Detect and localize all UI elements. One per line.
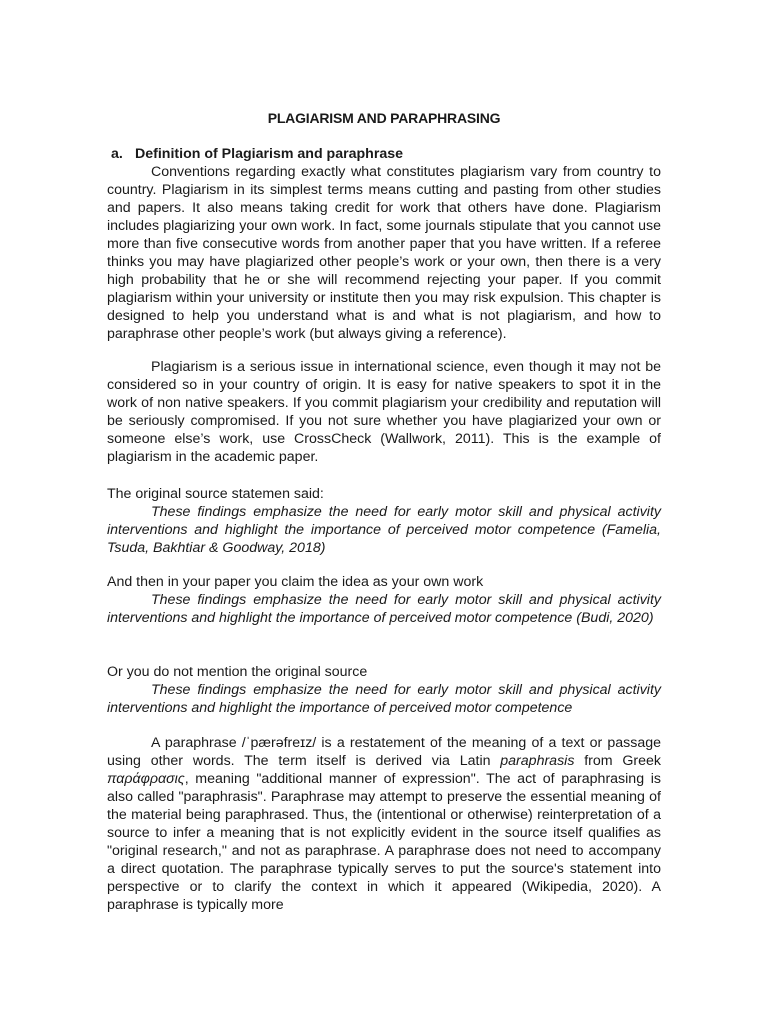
paragraph-text [107,734,661,914]
paragraph-text: Conventions regarding exactly what constitutes plagiarism vary from country to country. Plagiarism in its simplest terms means cutting and pasting from other studies and papers. It also means taking credit for work that others have done. Plagiarism includes plagiarizing your own work. In fact, some journals stipulate that you cannot use more than five consecutive words from another paper that you have written. If a referee thinks you may have plagiarized other people’s work or your own, then there is a very high probability that he or she will recommend rejecting your paper. If you commit plagiarism within your university or institute then you may risk expulsion. This chapter is designed to help you understand what is and what is not plagiarism, and how to paraphrase other people’s work (but always giving a reference). [107,164,661,342]
example-quote: These findings emphasize the need for early motor skill and physical activity interventions and highlight the importance of perceived motor competence (Famelia, Tsuda, Bakhtiar & Goodway, 2018) [107,504,661,556]
italic-term-latin: paraphrasis [500,753,575,769]
text-segment: , meaning "additional manner of expression". The act of paraphrasing is also called "paraphrasis". Paraphrase may attempt to preserve the essential meaning of the material being paraphrased. Thus, the (intentional or otherwise) reinterpretation of a source to infer a meaning that is not explicitly evident in the source itself qualifies as "original research," and not as paraphrase. A paraphrase does not need to accompany a direct quotation. The paraphrase typically serves to put the source's statement into perspective or to clarify the context in which it appeared (Wikipedia, 2020). A paraphrase is typically more [107,771,661,913]
paragraph-definition [107,163,661,343]
example-intro: And then in your paper you claim the idea as your own work [107,574,484,590]
example-no-source [107,663,661,717]
section-heading [111,145,403,163]
text-segment: from Greek [574,753,661,769]
example-original-source [107,485,661,557]
example-quote: These findings emphasize the need for early motor skill and physical activity interventions and highlight the importance of perceived motor competence (Budi, 2020) [107,592,661,626]
section-marker: a. [111,146,123,162]
paragraph-text: Plagiarism is a serious issue in international science, even though it may not be considered so in your country of origin. It is easy for native speakers to spot it in the work of non native speakers. If you commit plagiarism your credibility and reputation will be seriously compromised. If you not sure whether you have plagiarized your own or someone else’s work, use CrossCheck (Wallwork, 2011). This is the example of plagiarism in the academic paper. [107,359,661,465]
paragraph-serious-issue [107,358,661,466]
paragraph-paraphrase [107,734,661,914]
example-claim-own-work [107,573,661,627]
document-title: PLAGIARISM AND PARAPHRASING [267,110,501,126]
example-intro: Or you do not mention the original source [107,664,368,680]
text-segment: A paraphrase /ˈpærəfreɪz/ is a restatement of the meaning of a text or passage using other words. The term itself is derived via Latin [107,735,661,769]
section-heading-text: Definition of Plagiarism and paraphrase [135,146,404,162]
example-intro: The original source statemen said: [107,486,324,502]
italic-term-greek: παράφρασις [107,771,185,787]
example-quote: These findings emphasize the need for early motor skill and physical activity interventions and highlight the importance of perceived motor competence [107,682,661,716]
